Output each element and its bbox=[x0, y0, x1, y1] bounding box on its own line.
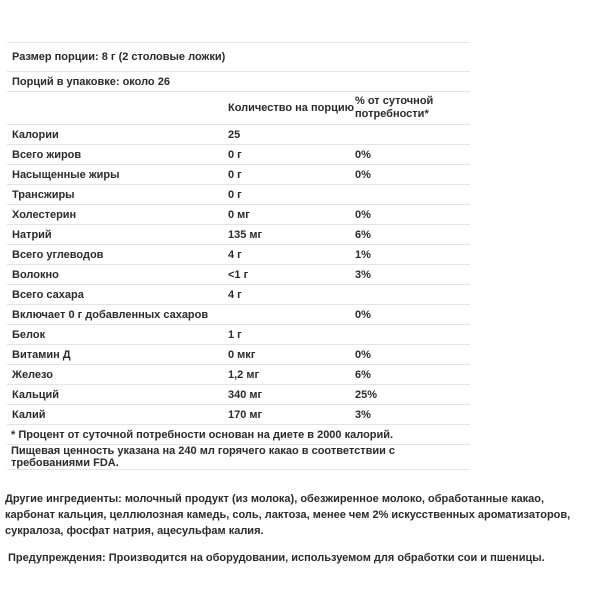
nutrient-label: Холестерин bbox=[12, 208, 77, 221]
nutrient-dv: 0% bbox=[355, 348, 371, 361]
nutrient-dv: 3% bbox=[355, 268, 371, 281]
table-row bbox=[7, 385, 470, 405]
daily-value-footnote-row bbox=[7, 425, 470, 445]
nutrient-label: Насыщенные жиры bbox=[12, 168, 120, 181]
nutrient-amount: 25 bbox=[228, 128, 241, 141]
fda-footnote: Пищевая ценность указана на 240 мл горячего какао в соответствии с требованиями FDA. bbox=[11, 445, 396, 469]
nutrition-facts-table bbox=[7, 42, 470, 470]
nutrient-label: Всего жиров bbox=[12, 148, 82, 161]
nutrient-amount: 0 г bbox=[228, 168, 242, 181]
table-row bbox=[7, 185, 470, 205]
nutrient-amount: 1,2 мг bbox=[228, 368, 260, 381]
table-row bbox=[7, 225, 470, 245]
table-row bbox=[7, 305, 470, 325]
fda-footnote-row bbox=[7, 445, 470, 470]
nutrient-label: Включает 0 г добавленных сахаров bbox=[12, 308, 209, 321]
table-header-row bbox=[7, 92, 470, 125]
nutrient-label: Калий bbox=[12, 408, 46, 421]
nutrient-label: Калории bbox=[12, 128, 59, 141]
nutrient-dv: 3% bbox=[355, 408, 371, 421]
nutrient-dv: 0% bbox=[355, 168, 371, 181]
nutrient-amount: 0 мкг bbox=[228, 348, 256, 361]
nutrient-amount: 1 г bbox=[228, 328, 242, 341]
nutrient-label: Всего сахара bbox=[12, 288, 84, 301]
column-header-amount: Количество на порцию bbox=[228, 101, 354, 114]
warnings-text: Предупреждения: Производится на оборудовании, используемом для обработки сои и пшеницы. bbox=[8, 552, 545, 564]
servings-per-container-text: Порций в упаковке: около 26 bbox=[12, 75, 170, 88]
nutrient-label: Белок bbox=[12, 328, 46, 341]
nutrient-amount: 340 мг bbox=[228, 388, 263, 401]
serving-size-row bbox=[7, 43, 470, 72]
table-row bbox=[7, 145, 470, 165]
nutrient-amount: 0 мг bbox=[228, 208, 250, 221]
nutrient-amount: 0 г bbox=[228, 148, 242, 161]
table-row bbox=[7, 345, 470, 365]
table-row bbox=[7, 245, 470, 265]
nutrient-label: Витамин Д bbox=[12, 348, 71, 361]
nutrient-dv: 0% bbox=[355, 208, 371, 221]
table-row bbox=[7, 205, 470, 225]
nutrient-label: Трансжиры bbox=[12, 188, 75, 201]
table-row bbox=[7, 365, 470, 385]
column-header-daily-value: % от суточной потребности* bbox=[355, 95, 434, 120]
nutrient-amount: 0 г bbox=[228, 188, 242, 201]
table-row bbox=[7, 405, 470, 425]
nutrient-label: Кальций bbox=[12, 388, 60, 401]
servings-per-container-row bbox=[7, 72, 470, 92]
nutrient-amount: <1 г bbox=[228, 268, 249, 281]
nutrient-dv: 6% bbox=[355, 228, 371, 241]
table-row bbox=[7, 165, 470, 185]
nutrient-dv: 0% bbox=[355, 308, 371, 321]
nutrient-dv: 0% bbox=[355, 148, 371, 161]
nutrient-amount: 170 мг bbox=[228, 408, 263, 421]
serving-size-text: Размер порции: 8 г (2 столовые ложки) bbox=[12, 51, 226, 63]
supplementary-info bbox=[5, 491, 597, 566]
table-row bbox=[7, 125, 470, 145]
nutrient-label: Железо bbox=[12, 368, 53, 381]
nutrient-label: Всего углеводов bbox=[12, 248, 104, 261]
nutrient-amount: 4 г bbox=[228, 288, 242, 301]
table-row bbox=[7, 325, 470, 345]
nutrient-amount: 4 г bbox=[228, 248, 242, 261]
nutrient-dv: 6% bbox=[355, 368, 371, 381]
table-row bbox=[7, 265, 470, 285]
nutrient-dv: 25% bbox=[355, 388, 378, 401]
nutrient-label: Волокно bbox=[12, 268, 59, 281]
nutrient-label: Натрий bbox=[12, 228, 52, 241]
other-ingredients-text: Другие ингредиенты: молочный продукт (из молока), обезжиренное молоко, обработанные какао, карбонат кальция, целлюлозная камедь, соль, лактоза, менее чем 2% искусственных ароматизаторов, сукралоза, фосфат натрия, ацесульфам калия. bbox=[5, 493, 571, 537]
nutrient-dv: 1% bbox=[355, 248, 371, 261]
nutrient-amount: 135 мг bbox=[228, 228, 263, 241]
daily-value-footnote: * Процент от суточной потребности основан на диете в 2000 калорий. bbox=[11, 428, 394, 441]
table-row bbox=[7, 285, 470, 305]
